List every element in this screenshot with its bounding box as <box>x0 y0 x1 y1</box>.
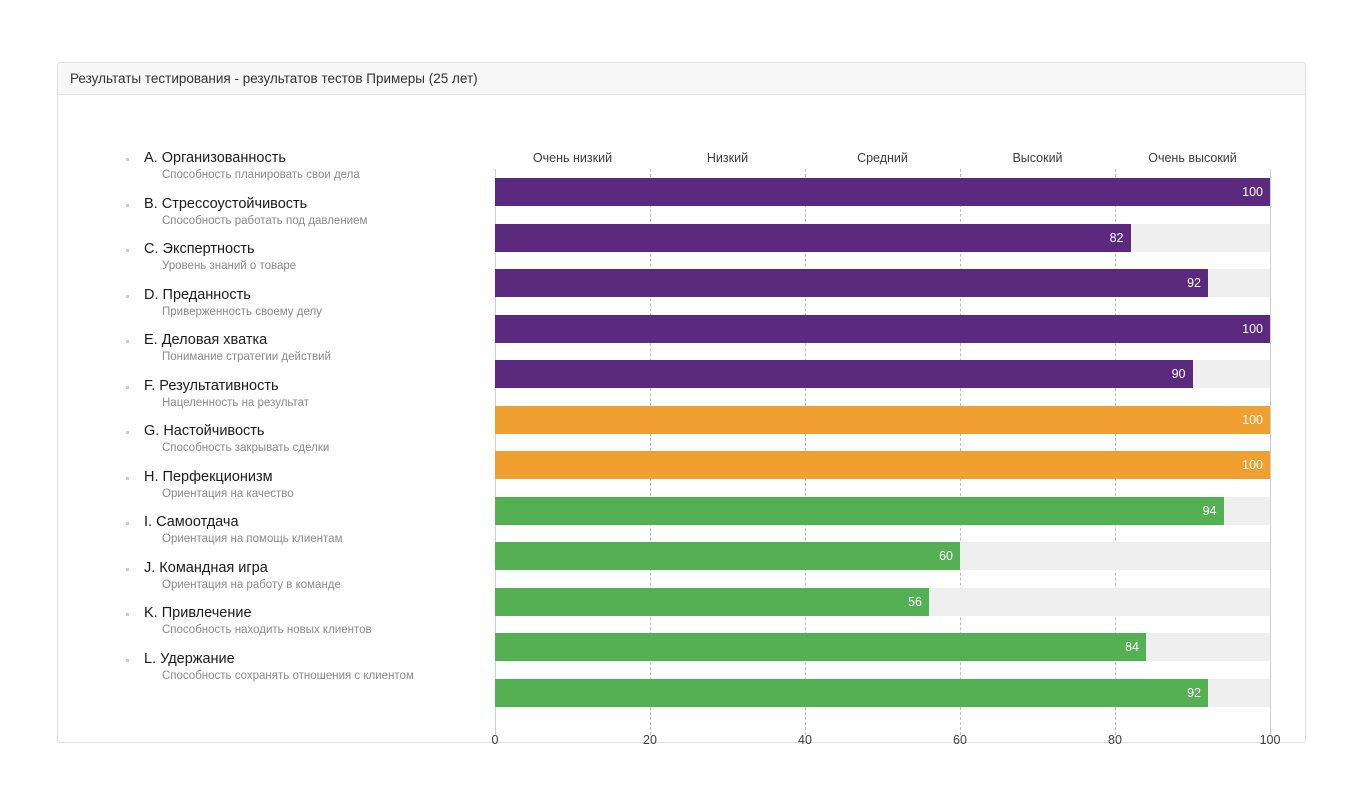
category-title: D. Преданность <box>144 286 251 303</box>
chart-area <box>58 95 1305 747</box>
bar-value-label: 94 <box>1202 503 1217 518</box>
category-title: E. Деловая хватка <box>144 332 268 348</box>
row-marker <box>126 249 129 252</box>
gridline <box>1270 169 1271 735</box>
bar-row <box>495 451 1270 479</box>
category-label <box>144 287 494 320</box>
category-label <box>144 332 494 365</box>
bar-row <box>495 588 1270 616</box>
bar-value-label: 92 <box>1187 685 1201 700</box>
bar-value-label: 92 <box>1187 276 1201 290</box>
category-label <box>144 514 494 547</box>
bar-row <box>495 360 1270 388</box>
row-marker <box>126 477 129 480</box>
category-title: A. Организованность <box>144 150 286 166</box>
bar-value-label: 100 <box>1242 458 1263 472</box>
category-subtitle: Ориентация на помощь клиентам <box>162 533 343 545</box>
category-title: H. Перфекционизм <box>144 468 273 485</box>
category-title: J. Командная игра <box>144 559 268 576</box>
category-title: F. Результативность <box>144 377 279 394</box>
category-label <box>144 605 494 638</box>
bar-value-label: 90 <box>1171 367 1186 381</box>
band-label: Очень высокий <box>1148 151 1237 165</box>
bar-row <box>495 178 1270 206</box>
category-subtitle: Ориентация на качество <box>162 487 294 500</box>
category-label <box>144 196 494 229</box>
row-marker <box>126 295 129 298</box>
category-subtitle: Способность работать под давлением <box>162 214 368 227</box>
category-label <box>144 651 494 684</box>
category-subtitle: Способность находить новых клиентов <box>162 624 372 636</box>
bar-value-label: 100 <box>1242 412 1263 427</box>
category-subtitle: Понимание стратегии действий <box>162 351 331 363</box>
bar-row <box>495 315 1270 343</box>
bar-value-label: 84 <box>1125 640 1139 654</box>
category-title: K. Привлечение <box>144 605 252 621</box>
bar-value-label: 100 <box>1242 321 1263 336</box>
band-label: Очень низкий <box>532 151 613 165</box>
category-subtitle: Приверженность своему делу <box>162 305 322 318</box>
x-axis-tick: 20 <box>643 733 657 747</box>
category-label <box>144 423 494 456</box>
category-label <box>144 469 494 502</box>
band-label: Средний <box>857 151 908 165</box>
plot-region <box>491 95 1281 747</box>
row-marker <box>126 386 129 389</box>
x-axis-tick: 40 <box>798 733 812 747</box>
category-title: B. Стрессоустойчивость <box>144 195 308 212</box>
category-label <box>144 241 494 274</box>
bar-value-label: 82 <box>1109 230 1124 245</box>
row-marker <box>126 204 129 207</box>
x-axis-tick: 0 <box>491 733 499 747</box>
bar-row <box>495 497 1270 525</box>
card-header <box>58 63 1305 95</box>
bar-value-label: 60 <box>939 549 953 563</box>
x-axis-tick: 60 <box>953 733 967 747</box>
row-marker <box>126 522 129 525</box>
category-subtitle: Уровень знаний о товаре <box>162 260 297 272</box>
bar-value-label: 100 <box>1242 185 1263 199</box>
bar-row <box>495 542 1270 570</box>
row-marker <box>126 340 129 343</box>
band-label: Низкий <box>706 151 749 165</box>
category-label <box>144 150 494 183</box>
bar-row <box>495 679 1270 707</box>
test-results-card <box>57 62 1306 747</box>
x-axis-tick: 100 <box>1259 733 1281 747</box>
row-marker <box>126 431 129 434</box>
bar-row <box>495 406 1270 434</box>
row-marker <box>126 659 129 662</box>
category-subtitle: Способность сохранять отношения с клиентом <box>162 669 414 682</box>
bar-row <box>495 224 1270 252</box>
bar-row <box>495 633 1270 661</box>
category-title: I. Самоотдача <box>144 514 239 530</box>
page-title: Результаты тестирования - результатов тестов Примеры (25 лет) <box>70 71 478 86</box>
bar-row <box>495 269 1270 297</box>
bar-value-label: 56 <box>908 594 922 609</box>
row-marker <box>126 568 129 571</box>
row-marker <box>126 613 129 616</box>
category-title: C. Экспертность <box>144 241 255 257</box>
category-label <box>144 560 494 593</box>
category-subtitle: Нацеленность на результат <box>162 396 310 409</box>
category-title: G. Настойчивость <box>144 423 265 439</box>
category-title: L. Удержание <box>144 650 235 667</box>
category-subtitle: Способность закрывать сделки <box>162 442 330 454</box>
row-marker <box>126 158 129 161</box>
band-label: Высокий <box>1012 151 1063 165</box>
category-subtitle: Ориентация на работу в команде <box>162 578 341 591</box>
category-subtitle: Способность планировать свои дела <box>162 169 360 181</box>
category-label <box>144 378 494 411</box>
x-axis-tick: 80 <box>1108 733 1122 747</box>
